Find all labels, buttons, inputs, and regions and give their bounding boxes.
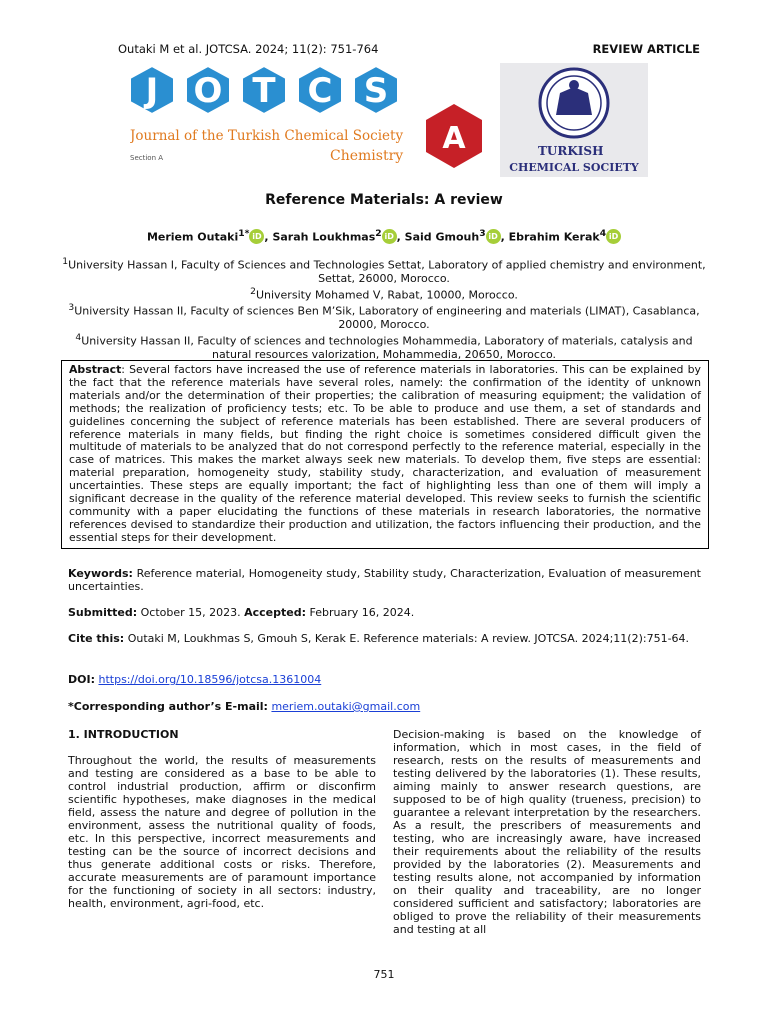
affiliation-text: University Hassan II, Faculty of sciences and technologies Mohammedia, Laboratory of materials, catalysis and natural resources valorization, Mohammedia, 20650, Morocco. xyxy=(81,334,693,361)
affiliation-text: University Hassan II, Faculty of sciences Ben M’Sik, Laboratory of engineering and materials (LIMAT), Casablanca, 20000, Morocco. xyxy=(74,304,700,331)
logo-letter-j: J xyxy=(145,71,159,111)
orcid-icon[interactable]: iD xyxy=(382,229,397,244)
corresponding-email xyxy=(68,700,701,713)
abstract-text: : Several factors have increased the use of reference materials in laboratories. This can be explained by the fact that the reference materials have several roles, namely: the confirmation of the identity of unknown materials and/or the determination of their properties; the calibration of measuring equipment; the validation of methods; the realization of proficiency tests; etc. To be able to produce and use them, a set of standards and guidelines concerning the subject of reference materials has been established. There are several producers of reference materials in many fields, but finding the right choice is sometimes considered difficult given the multitude of materials to be analyzed that do not correspond perfectly to the reference material, especially in the case of matrices. This makes the market always seek new materials. To develop them, five steps are essential: material preparation, homogeneity study, stability study, characterization, and evaluation of measurement uncertainties. These steps are equally important; the fact of highlighting less than one of them will imply a significant decrease in the quality of the reference material developed. This review seeks to furnish the scientific community with a paper elucidating the functions of these materials in research laboratories, the normative references devised to standardize their production and utilization, the factors influencing their production, and the essential steps for their development. xyxy=(69,363,701,544)
logo-letter-t: T xyxy=(252,71,276,111)
accepted-label: Accepted: xyxy=(244,606,307,619)
affiliation-text: University Hassan I, Faculty of Sciences and Technologies Settat, Laboratory of applied chemistry and environment, Settat, 26000, Morocco. xyxy=(68,258,706,285)
affiliations xyxy=(60,255,708,361)
doi xyxy=(68,673,701,686)
running-header-citation: Outaki M et al. JOTCSA. 2024; 11(2): 751-764 xyxy=(118,42,379,56)
author-name: Meriem Outaki xyxy=(146,230,239,244)
logo-chemistry: Chemistry xyxy=(330,148,404,164)
affiliation xyxy=(60,285,708,302)
author-sup: 3 xyxy=(479,228,486,239)
affiliation xyxy=(60,301,708,331)
affiliation-sup: 3 xyxy=(68,302,75,314)
citation xyxy=(68,632,701,645)
left-column xyxy=(68,728,376,910)
keywords xyxy=(68,567,701,593)
logo-letter-s: S xyxy=(363,71,389,111)
affiliation-sup: 4 xyxy=(75,331,82,343)
email-link[interactable]: meriem.outaki@gmail.com xyxy=(271,700,421,713)
logo-letter-c: C xyxy=(307,71,333,111)
author-name: Said Gmouh xyxy=(404,230,480,244)
orcid-icon[interactable]: iD xyxy=(606,229,621,244)
keywords-label: Keywords: xyxy=(68,567,133,580)
author-name: Ebrahim Kerak xyxy=(508,230,600,244)
doi-link[interactable]: https://doi.org/10.18596/jotcsa.1361004 xyxy=(98,673,322,686)
abstract-label: Abstract xyxy=(69,363,122,376)
cite-text: Outaki M, Loukhmas S, Gmouh S, Kerak E. Reference materials: A review. JOTCSA. 2024;11(2):751-64. xyxy=(124,632,690,645)
logo-letter-o: O xyxy=(193,71,223,111)
author-sup: 4 xyxy=(599,228,607,239)
logo-badge-letter: A xyxy=(442,121,466,156)
affiliation xyxy=(60,331,708,361)
logo-journal-name: Journal of the Turkish Chemical Society xyxy=(130,128,404,144)
author-list: Meriem Outaki$^{1*}$ iD , Sarah Loukhmas$^2$ iD , Said Gmouh$^3$ iD , Ebrahim Kerak$^4$ iD xyxy=(0,228,768,244)
turkish-chemical-society-logo xyxy=(500,63,648,177)
submitted-label: Submitted: xyxy=(68,606,138,619)
section-heading: 1. INTRODUCTION xyxy=(68,728,179,741)
orcid-icon[interactable]: iD xyxy=(249,229,264,244)
affiliation-text: University Mohamed V, Rabat, 10000, Morocco. xyxy=(255,288,518,302)
orcid-icon[interactable]: iD xyxy=(486,229,501,244)
accepted-date: February 16, 2024. xyxy=(306,606,415,619)
affiliation-sup: 1 xyxy=(62,256,69,267)
affiliation xyxy=(60,255,708,285)
page-number: 751 xyxy=(373,968,395,981)
author-sup: 2 xyxy=(375,228,382,239)
right-column xyxy=(393,728,701,936)
author-name: Sarah Loukhmas xyxy=(272,230,376,244)
jotcsa-logo xyxy=(130,62,490,172)
logo-section: Section A xyxy=(130,154,164,162)
tcs-name-line1: TURKISH xyxy=(538,144,604,158)
submitted-date: October 15, 2023. xyxy=(137,606,245,619)
email-label: *Corresponding author’s E-mail: xyxy=(68,700,268,713)
intro-paragraph-left: Throughout the world, the results of measurements and testing are considered as a base to be able to control industrial production, affirm or disconfirm scientific hypotheses, make diagnoses in the medical field, assess the nature and degree of pollution in the environment, assess the nutritional quality of foods, etc. In this perspective, incorrect measurements and testing can be the source of incorrect decisions and thus generate additional costs or risks. Therefore, accurate measurements are of paramount importance for the functioning of society in all sectors: industry, health, environment, agri-food, etc. xyxy=(68,754,376,910)
intro-paragraph-right: Decision-making is based on the knowledge of information, which in most cases, in the field of research, rests on the results of measurements and testing delivered by the laboratories (1). These results, aiming mainly to answer research questions, are supposed to be of high quality (trueness, precision) to guarantee a relevant interpretation by the researchers. As a result, the prescribers of measurements and testing, who are increasingly aware, have increased their requirements about the reliability of the results provided by the laboratories (2). Measurements and testing results alone, not accompanied by information on their quality and traceability, are no longer considered sufficient and satisfactory; laboratories are obliged to prove the reliability of their measurements and testing at all xyxy=(393,728,701,936)
tcs-name-line2: CHEMICAL SOCIETY xyxy=(509,161,639,174)
doi-label: DOI: xyxy=(68,673,95,686)
affiliation-sup: 2 xyxy=(250,285,256,297)
article-title: Reference Materials: A review xyxy=(265,192,503,208)
submission-dates xyxy=(68,606,701,619)
abstract-box xyxy=(61,360,709,549)
cite-label: Cite this: xyxy=(68,632,125,645)
keywords-text: Reference material, Homogeneity study, Stability study, Characterization, Evaluation of measurement uncertainties. xyxy=(68,567,701,593)
article-type-label: REVIEW ARTICLE xyxy=(592,42,700,56)
author-sup: 1* xyxy=(238,228,250,239)
